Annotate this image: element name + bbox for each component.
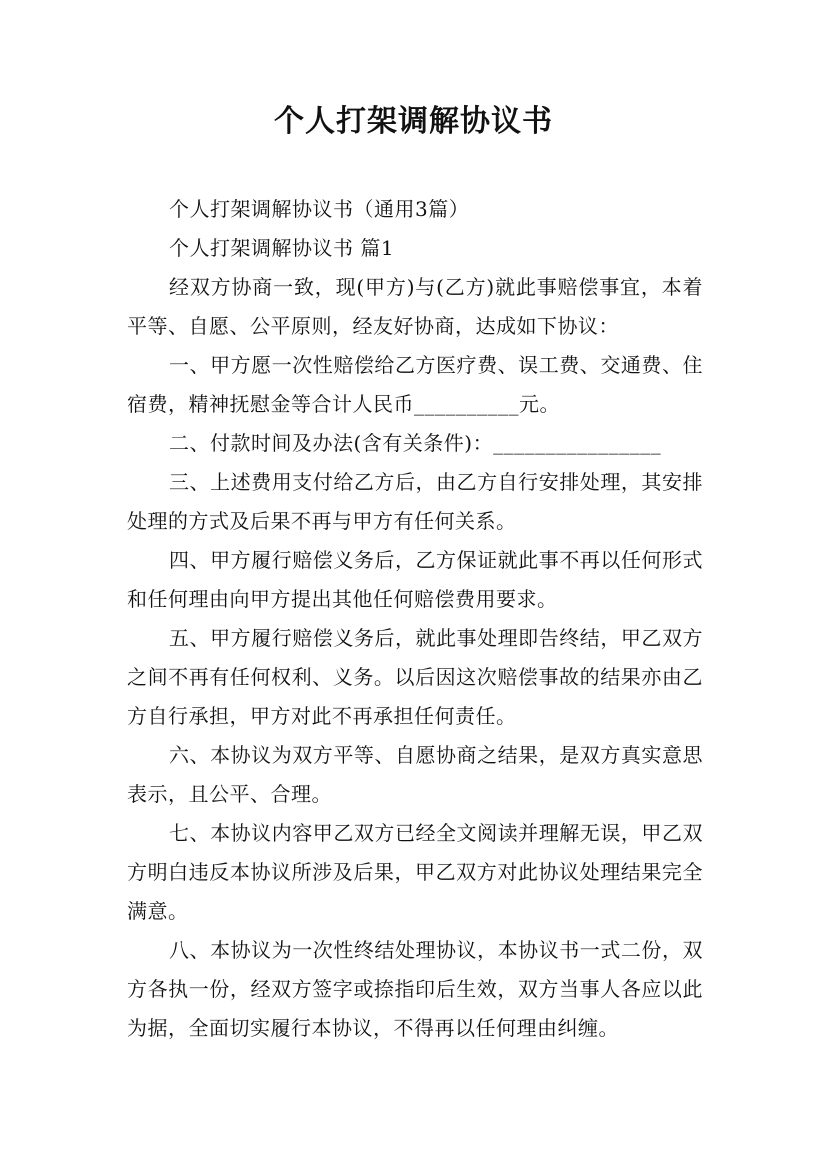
document-body <box>127 190 703 1048</box>
paragraph-section-heading: 个人打架调解协议书 篇1 <box>169 236 395 260</box>
paragraph-clause-4: 四、甲方履行赔偿义务后，乙方保证就此事不再以任何形式和任何理由向甲方提出其他任何赔偿费用要求。 <box>127 548 703 611</box>
paragraph-clause-3: 三、上述费用支付给乙方后，由乙方自行安排处理，其安排处理的方式及后果不再与甲方有任何关系。 <box>127 470 703 533</box>
paragraph-clause-7: 七、本协议内容甲乙双方已经全文阅读并理解无误，甲乙双方明白违反本协议所涉及后果，甲乙双方对此协议处理结果完全满意。 <box>127 821 703 923</box>
paragraph-clause-8: 八、本协议为一次性终结处理协议，本协议书一式二份，双方各执一份，经双方签字或捺指印后生效，双方当事人各应以此为据，全面切实履行本协议，不得再以任何理由纠缠。 <box>127 938 703 1040</box>
document-title: 个人打架调解协议书 <box>274 104 553 139</box>
paragraph-clause-6: 六、本协议为双方平等、自愿协商之结果，是双方真实意思表示，且公平、合理。 <box>127 743 703 806</box>
paragraph-clause-1: 一、甲方愿一次性赔偿给乙方医疗费、误工费、交通费、住宿费，精神抚慰金等合计人民币__________元。 <box>127 353 703 416</box>
paragraph-clause-2: 二、付款时间及办法(含有关条件)：________________ <box>169 431 662 455</box>
paragraph-intro: 经双方协商一致，现(甲方)与(乙方)就此事赔偿事宜，本着平等、自愿、公平原则，经友好协商，达成如下协议： <box>127 275 703 338</box>
paragraph-subtitle: 个人打架调解协议书（通用3篇） <box>169 197 470 221</box>
paragraph-clause-5: 五、甲方履行赔偿义务后，就此事处理即告终结，甲乙双方之间不再有任何权利、义务。以后因这次赔偿事故的结果亦由乙方自行承担，甲方对此不再承担任何责任。 <box>127 626 703 728</box>
